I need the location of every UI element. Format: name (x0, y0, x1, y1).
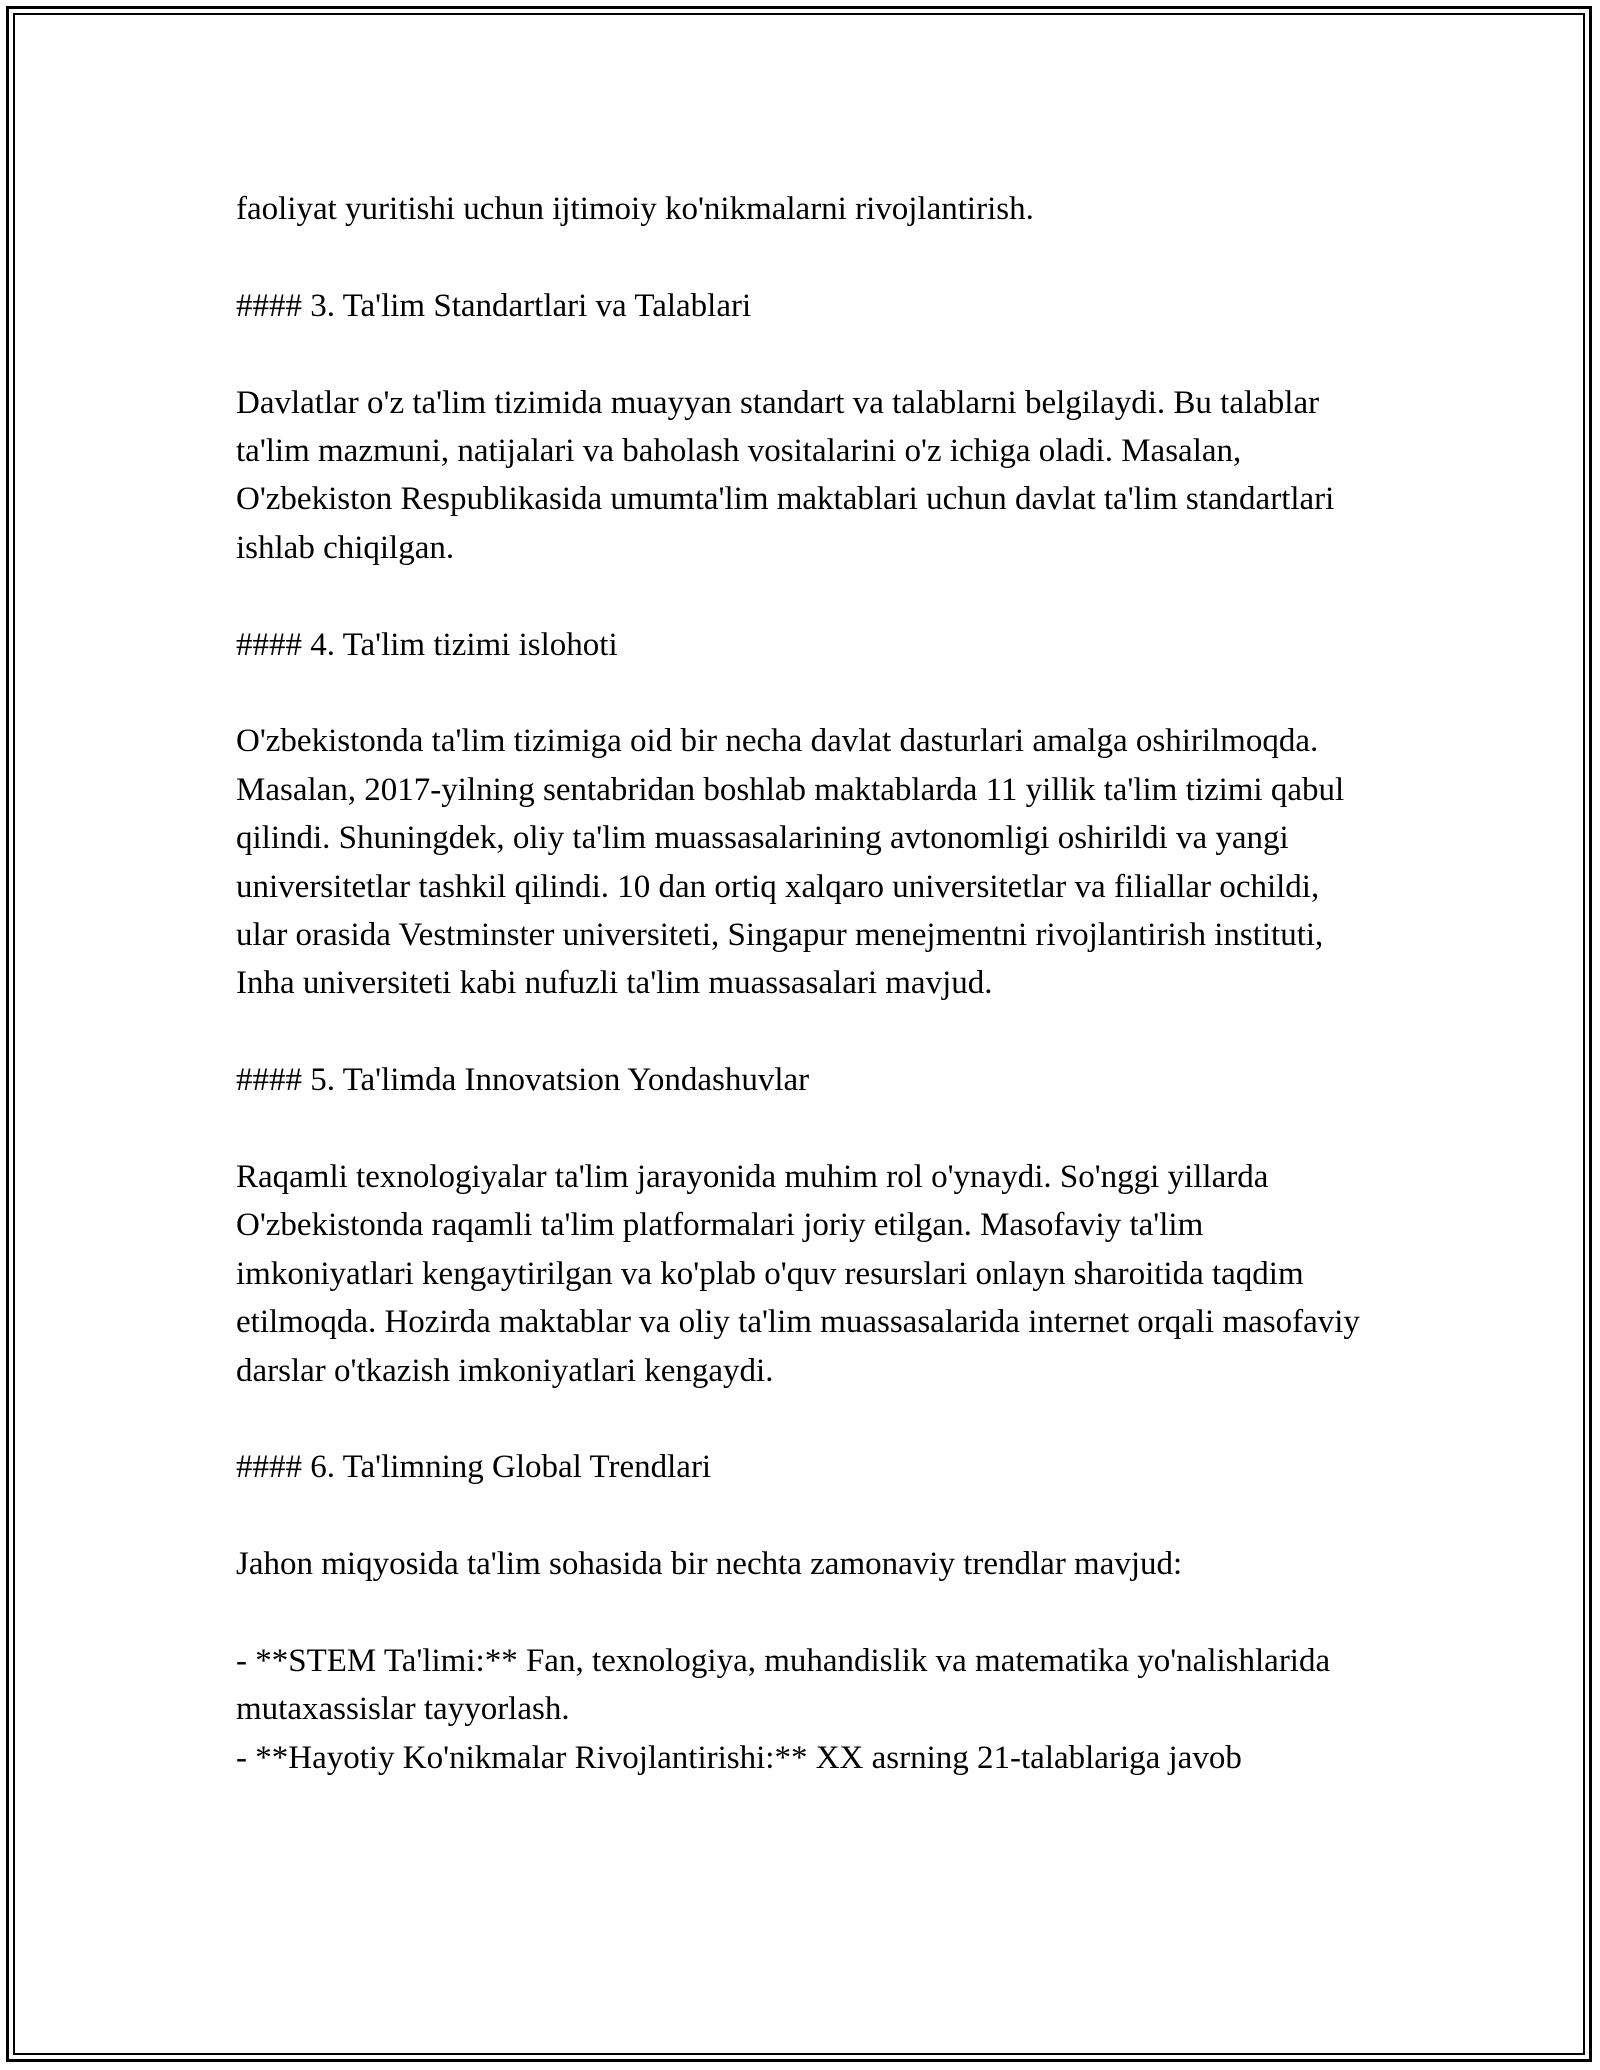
continuation-text: faoliyat yuritishi uchun ijtimoiy ko'nikmalarni rivojlantirish. (236, 191, 1034, 227)
section-6-intro: Jahon miqyosida ta'lim sohasida bir nechta zamonaviy trendlar mavjud: (236, 1546, 1183, 1583)
section-3-heading: #### 3. Ta'lim Standartlari va Talablari (236, 287, 752, 324)
section-4-heading: #### 4. Ta'lim tizimi islohoti (236, 626, 618, 663)
section-6-heading: #### 6. Ta'limning Global Trendlari (236, 1449, 712, 1486)
section-5-paragraph: Raqamli texnologiyalar ta'lim jarayonida muhim rol o'ynaydi. So'nggi yillarda O'zbekistonda raqamli ta'lim platformalari joriy etilgan. Masofaviy ta'lim imkoniyatlari kengaytirilgan va ko'plab o'quv resurslari onlayn sharoitida taqdim etilmoqda. Hozirda maktablar va oliy ta'lim muassasalarida internet orqali masofaviy darslar o'tkazish imkoniyatlari kengaydi. (236, 1159, 1360, 1389)
section-4-paragraph: O'zbekistonda ta'lim tizimiga oid bir necha davlat dasturlari amalga oshirilmoqda. Masalan, 2017-yilning sentabridan boshlab maktablarda 11 yillik ta'lim tizimi qabul qilindi. Shuningdek, oliy ta'lim muassasalarining avtonomligi oshirildi va yangi universitetlar tashkil qilindi. 10 dan ortiq xalqaro universitetlar va filiallar ochildi, ular orasida Vestminster universiteti, Singapur menejmentni rivojlantirish instituti, Inha universiteti kabi nufuzli ta'lim muassasalari mavjud. (236, 723, 1345, 1002)
section-5-heading: #### 5. Ta'limda Innovatsion Yondashuvlar (236, 1062, 810, 1099)
document-body (236, 185, 1376, 1782)
list-item-life-skills: - **Hayotiy Ko'nikmalar Rivojlantirishi:** XX asrning 21-talablariga javob (236, 1739, 1242, 1776)
section-3-paragraph: Davlatlar o'z ta'lim tizimida muayyan standart va talablarni belgilaydi. Bu talablar ta'lim mazmuni, natijalari va baholash vositalarini o'z ichiga oladi. Masalan, O'zbekiston Respublikasida umumta'lim maktablari uchun davlat ta'lim standartlari ishlab chiqilgan. (236, 384, 1335, 566)
list-item-stem: - **STEM Ta'limi:** Fan, texnologiya, muhandislik va matematika yo'nalishlarida mutaxassislar tayyorlash. (236, 1643, 1331, 1728)
